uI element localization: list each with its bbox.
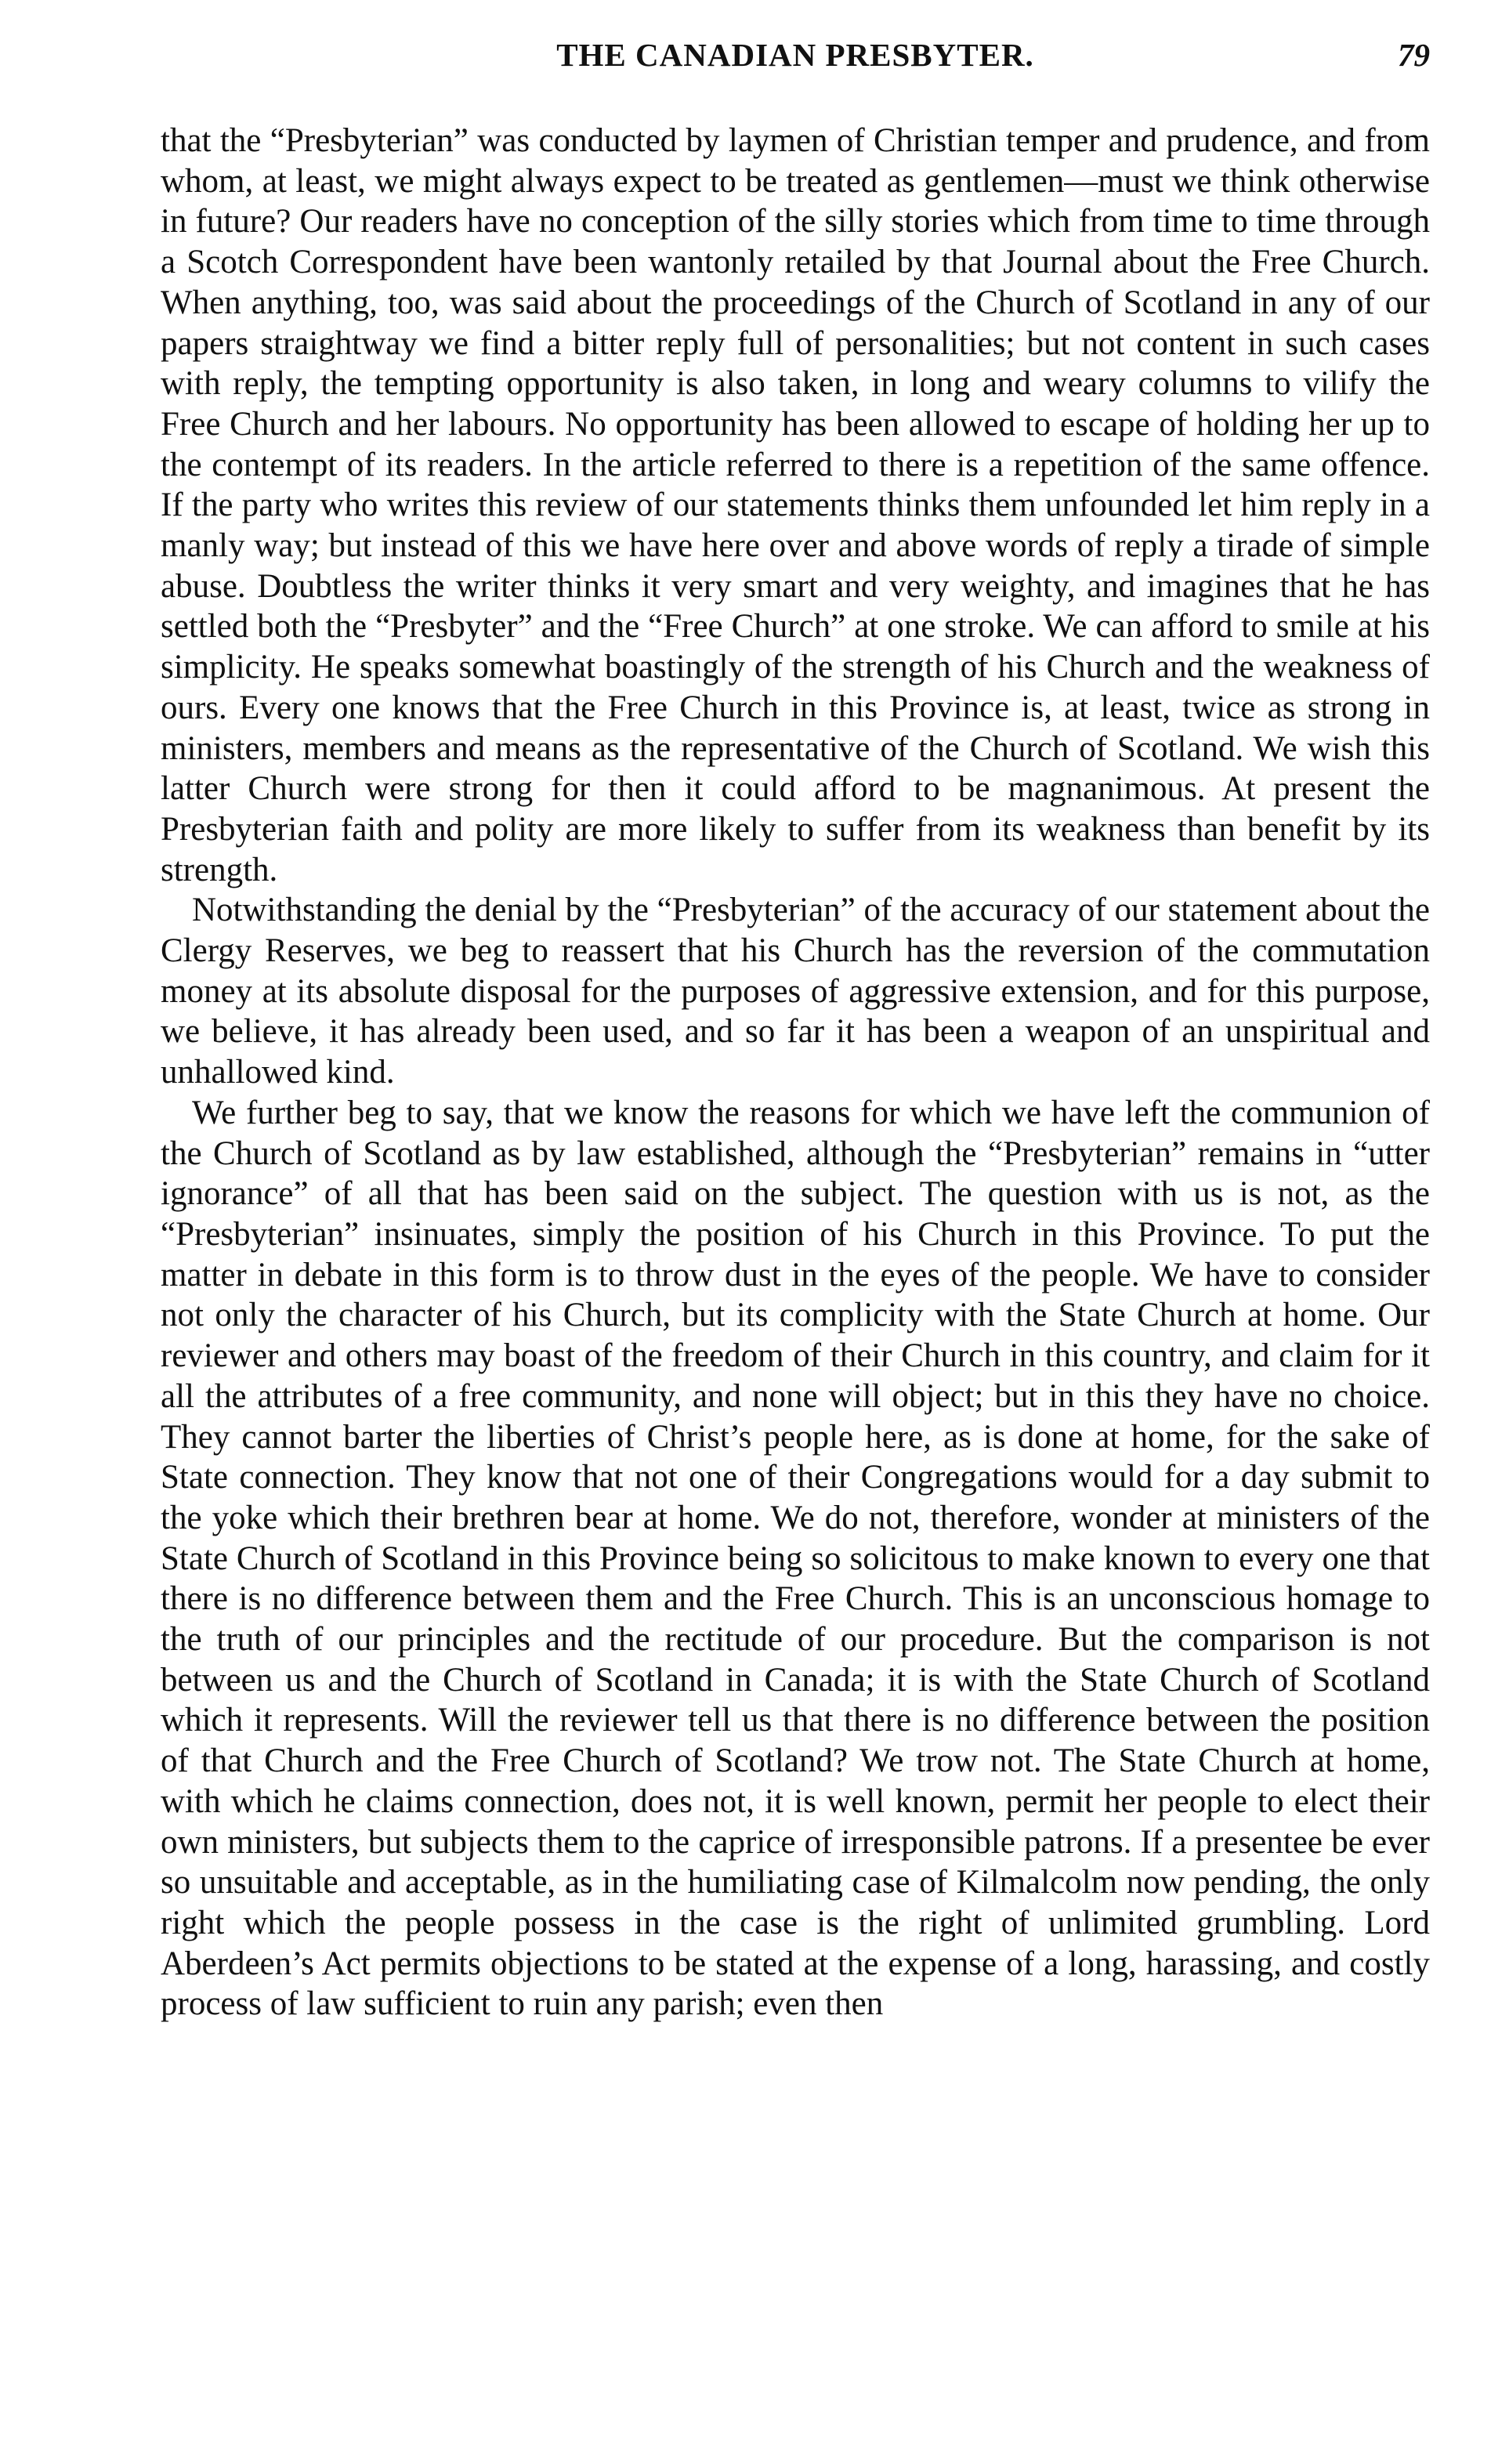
page bbox=[161, 31, 1430, 2024]
paragraph-continuation: that the “Presbyterian” was conducted by laymen of Christian temper and prudence, and from whom, at least, we might always expect to be treated as gentlemen—must we think otherwise in future? Our readers have no conception of the silly stories which from time to time through a Scotch Correspondent have been wantonly retailed by that Journal about the Free Church. When anything, too, was said about the proceedings of the Church of Scotland in any of our papers straightway we find a bitter reply full of personalities; but not content in such cases with reply, the tempting opportunity is also taken, in long and weary columns to vilify the Free Church and her labours. No opportunity has been allowed to escape of holding her up to the contempt of its readers. In the article referred to there is a repetition of the same offence. If the party who writes this review of our statements thinks them unfounded let him reply in a manly way; but instead of this we have here over and above words of reply a tirade of simple abuse. Doubtless the writer thinks it very smart and very weighty, and imagines that he has settled both the “Presbyter” and the “Free Church” at one stroke. We can afford to smile at his simplicity. He speaks somewhat boastingly of the strength of his Church and the weakness of ours. Every one knows that the Free Church in this Province is, at least, twice as strong in ministers, members and means as the representative of the Church of Scotland. We wish this latter Church were strong for then it could afford to be magnanimous. At present the Presbyterian faith and polity are more likely to suffer from its weakness than benefit by its strength. bbox=[161, 122, 1430, 888]
running-title: THE CANADIAN PRESBYTER. bbox=[556, 37, 1034, 73]
running-header bbox=[161, 31, 1430, 94]
paragraph-clergy-reserves: Notwithstanding the denial by the “Presbyterian” of the accuracy of our statement about the Clergy Reserves, we beg to reassert that his Church has the reversion of the commutation money at its absolute disposal for the purposes of aggressive extension, and for this purpose, we believe, it has already been used, and so far it has been a weapon of an unspiritual and unhallowed kind. bbox=[161, 892, 1430, 1091]
page-number: 79 bbox=[1398, 37, 1430, 73]
paragraph-church-of-scotland: We further beg to say, that we know the reasons for which we have left the communion of the Church of Scotland as by law established, although the “Presbyterian” remains in “utter ignorance” of all that has been said on the subject. The question with us is not, as the “Presbyterian” insinuates, simply the position of his Church in this Province. To put the matter in debate in this form is to throw dust in the eyes of the people. We have to consider not only the character of his Church, but its complicity with the State Church at home. Our reviewer and others may boast of the freedom of their Church in this country, and claim for it all the attributes of a free community, and none will object; but in this they have no choice. They cannot barter the liberties of Christ’s people here, as is done at home, for the sake of State connection. They know that not one of their Congregations would for a day submit to the yoke which their brethren bear at home. We do not, therefore, wonder at ministers of the State Church of Scotland in this Province being so solicitous to make known to every one that there is no difference between them and the Free Church. This is an unconscious homage to the truth of our principles and the rectitude of our procedure. But the comparison is not between us and the Church of Scotland in Canada; it is with the State Church of Scotland which it represents. Will the reviewer tell us that there is no difference between the position of that Church and the Free Church of Scotland? We trow not. The State Church at home, with which he claims connection, does not, it is well known, permit her people to elect their own ministers, but subjects them to the caprice of irresponsible patrons. If a presentee be ever so unsuitable and acceptable, as in the humiliating case of Kilmalcolm now pending, the only right which the people possess in the case is the right of unlimited grumbling. Lord Aberdeen’s Act permits objections to be stated at the expense of a long, harassing, and costly process of law sufficient to ruin any parish; even then bbox=[161, 1094, 1430, 2023]
article-body bbox=[161, 121, 1430, 2024]
